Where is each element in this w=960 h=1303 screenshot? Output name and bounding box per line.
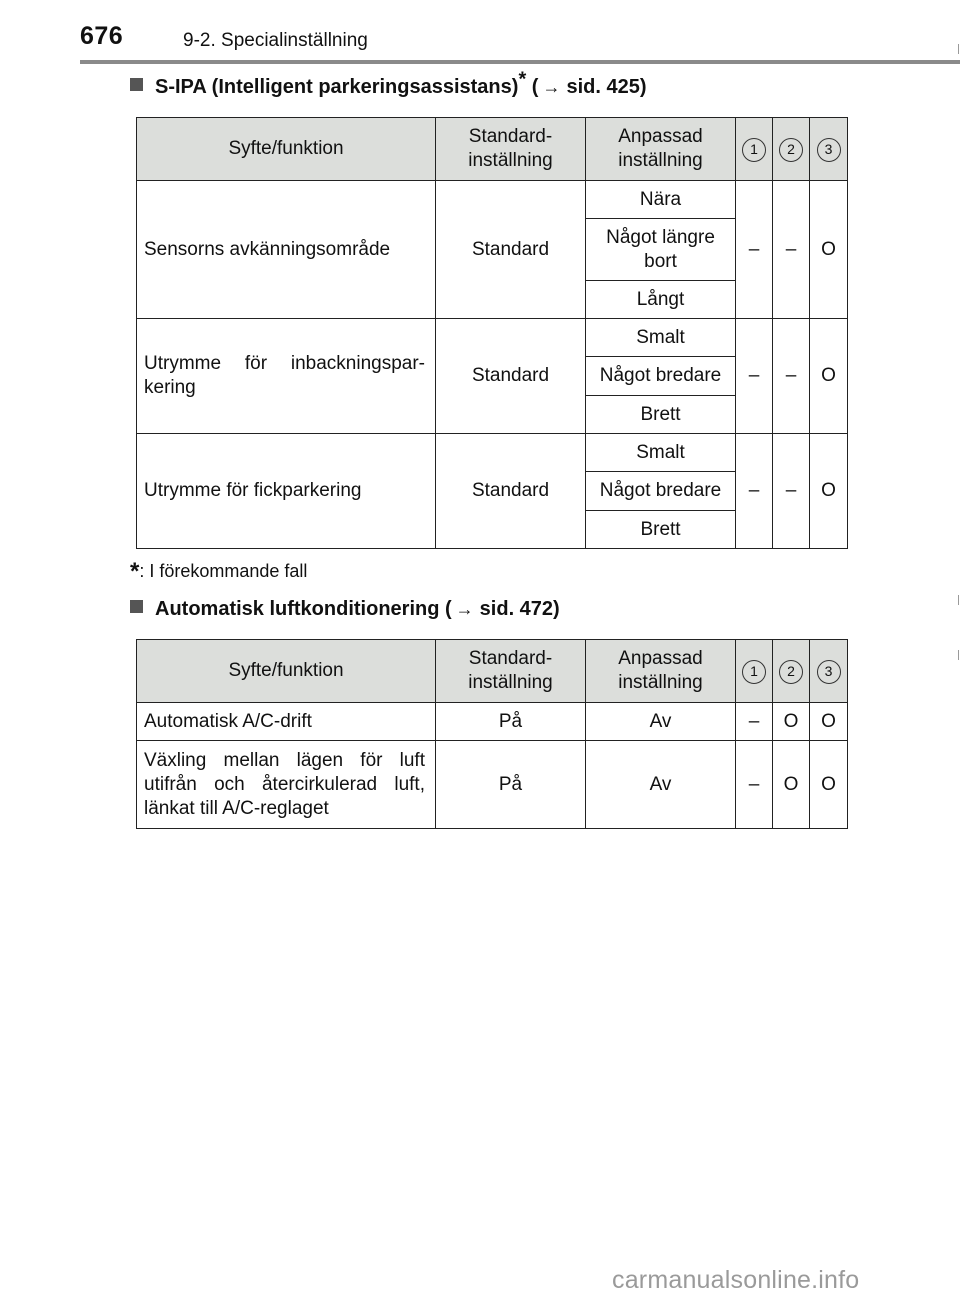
bullet-square-icon	[130, 78, 143, 91]
table-row	[137, 741, 848, 829]
default-cell: På	[436, 741, 586, 829]
circled-3-icon: 3	[817, 660, 841, 684]
column-header-custom: Anpassad inställning	[586, 640, 736, 703]
watermark: carmanualsonline.info	[612, 1266, 860, 1294]
purpose-cell: Utrymme för fickparkering	[137, 434, 436, 549]
custom-cell: Av	[586, 703, 736, 741]
method-2-cell: –	[773, 319, 810, 434]
purpose-cell: Automatisk A/C-drift	[137, 703, 436, 741]
table-header-row	[137, 640, 848, 703]
option-cell: Brett	[586, 396, 736, 434]
header-rule	[80, 60, 960, 64]
footnote-asterisk: *	[130, 558, 140, 585]
column-header-purpose: Syfte/funktion	[137, 640, 436, 703]
column-header-custom: Anpassad inställning	[586, 118, 736, 181]
method-2-cell: –	[773, 181, 810, 319]
asterisk: *	[518, 68, 527, 91]
table-header-row	[137, 118, 848, 181]
column-header-method-3	[810, 118, 848, 181]
arrow-right-icon: →	[455, 599, 474, 619]
method-1-cell: –	[736, 319, 773, 434]
page-number: 676	[80, 22, 124, 50]
option-cell: Smalt	[586, 434, 736, 472]
method-1-cell: –	[736, 434, 773, 549]
option-cell: Smalt	[586, 319, 736, 357]
default-cell: Standard	[436, 181, 586, 319]
default-cell: Standard	[436, 319, 586, 434]
circled-1-icon: 1	[742, 138, 766, 162]
table-row	[137, 703, 848, 741]
column-header-default: Standard- inställning	[436, 640, 586, 703]
chapter-title: 9-2. Specialinställning	[183, 30, 368, 51]
option-cell: Något bredare	[586, 357, 736, 396]
sipa-settings-table	[136, 117, 848, 549]
column-header-method-1	[736, 640, 773, 703]
footnote-text: : I förekommande fall	[139, 561, 308, 581]
arrow-right-icon: →	[542, 77, 561, 97]
custom-cell: Av	[586, 741, 736, 829]
method-3-cell: O	[810, 703, 848, 741]
margin-tick	[958, 44, 959, 54]
bullet-square-icon	[130, 600, 143, 613]
method-3-cell: O	[810, 434, 848, 549]
method-1-cell: –	[736, 181, 773, 319]
column-header-method-2	[773, 640, 810, 703]
option-cell: Långt	[586, 281, 736, 319]
table-row	[137, 181, 848, 219]
table-row	[137, 319, 848, 357]
option-cell: Något bredare	[586, 472, 736, 511]
method-2-cell: –	[773, 434, 810, 549]
circled-3-icon: 3	[817, 138, 841, 162]
section-heading-ac: Automatisk luftkonditionering ( → sid. 472)	[130, 598, 560, 621]
option-cell: Något längre bort	[586, 219, 736, 281]
method-3-cell: O	[810, 181, 848, 319]
margin-tick	[958, 595, 959, 605]
purpose-cell: Växling mellan lägen för luft utifrån och återcirkulerad luft, länkat till A/C-reglaget	[137, 741, 436, 829]
circled-2-icon: 2	[779, 660, 803, 684]
method-2-cell: O	[773, 741, 810, 829]
method-1-cell: –	[736, 741, 773, 829]
column-header-default: Standard- inställning	[436, 118, 586, 181]
method-3-cell: O	[810, 319, 848, 434]
method-2-cell: O	[773, 703, 810, 741]
column-header-method-1	[736, 118, 773, 181]
table-row	[137, 434, 848, 472]
option-cell: Brett	[586, 511, 736, 549]
footnote	[130, 558, 307, 586]
option-cell: Nära	[586, 181, 736, 219]
column-header-purpose: Syfte/funktion	[137, 118, 436, 181]
default-cell: Standard	[436, 434, 586, 549]
purpose-cell: Sensorns avkänningsområde	[137, 181, 436, 319]
column-header-method-2	[773, 118, 810, 181]
margin-tick	[958, 650, 959, 660]
column-header-method-3	[810, 640, 848, 703]
section-heading-sipa: S-IPA (Intelligent parkeringsassistans)* ( → sid. 425)	[130, 76, 647, 99]
default-cell: På	[436, 703, 586, 741]
circled-1-icon: 1	[742, 660, 766, 684]
method-3-cell: O	[810, 741, 848, 829]
method-1-cell: –	[736, 703, 773, 741]
ac-settings-table	[136, 639, 848, 829]
purpose-cell: Utrymme för inbackningspar-kering	[137, 319, 436, 434]
circled-2-icon: 2	[779, 138, 803, 162]
